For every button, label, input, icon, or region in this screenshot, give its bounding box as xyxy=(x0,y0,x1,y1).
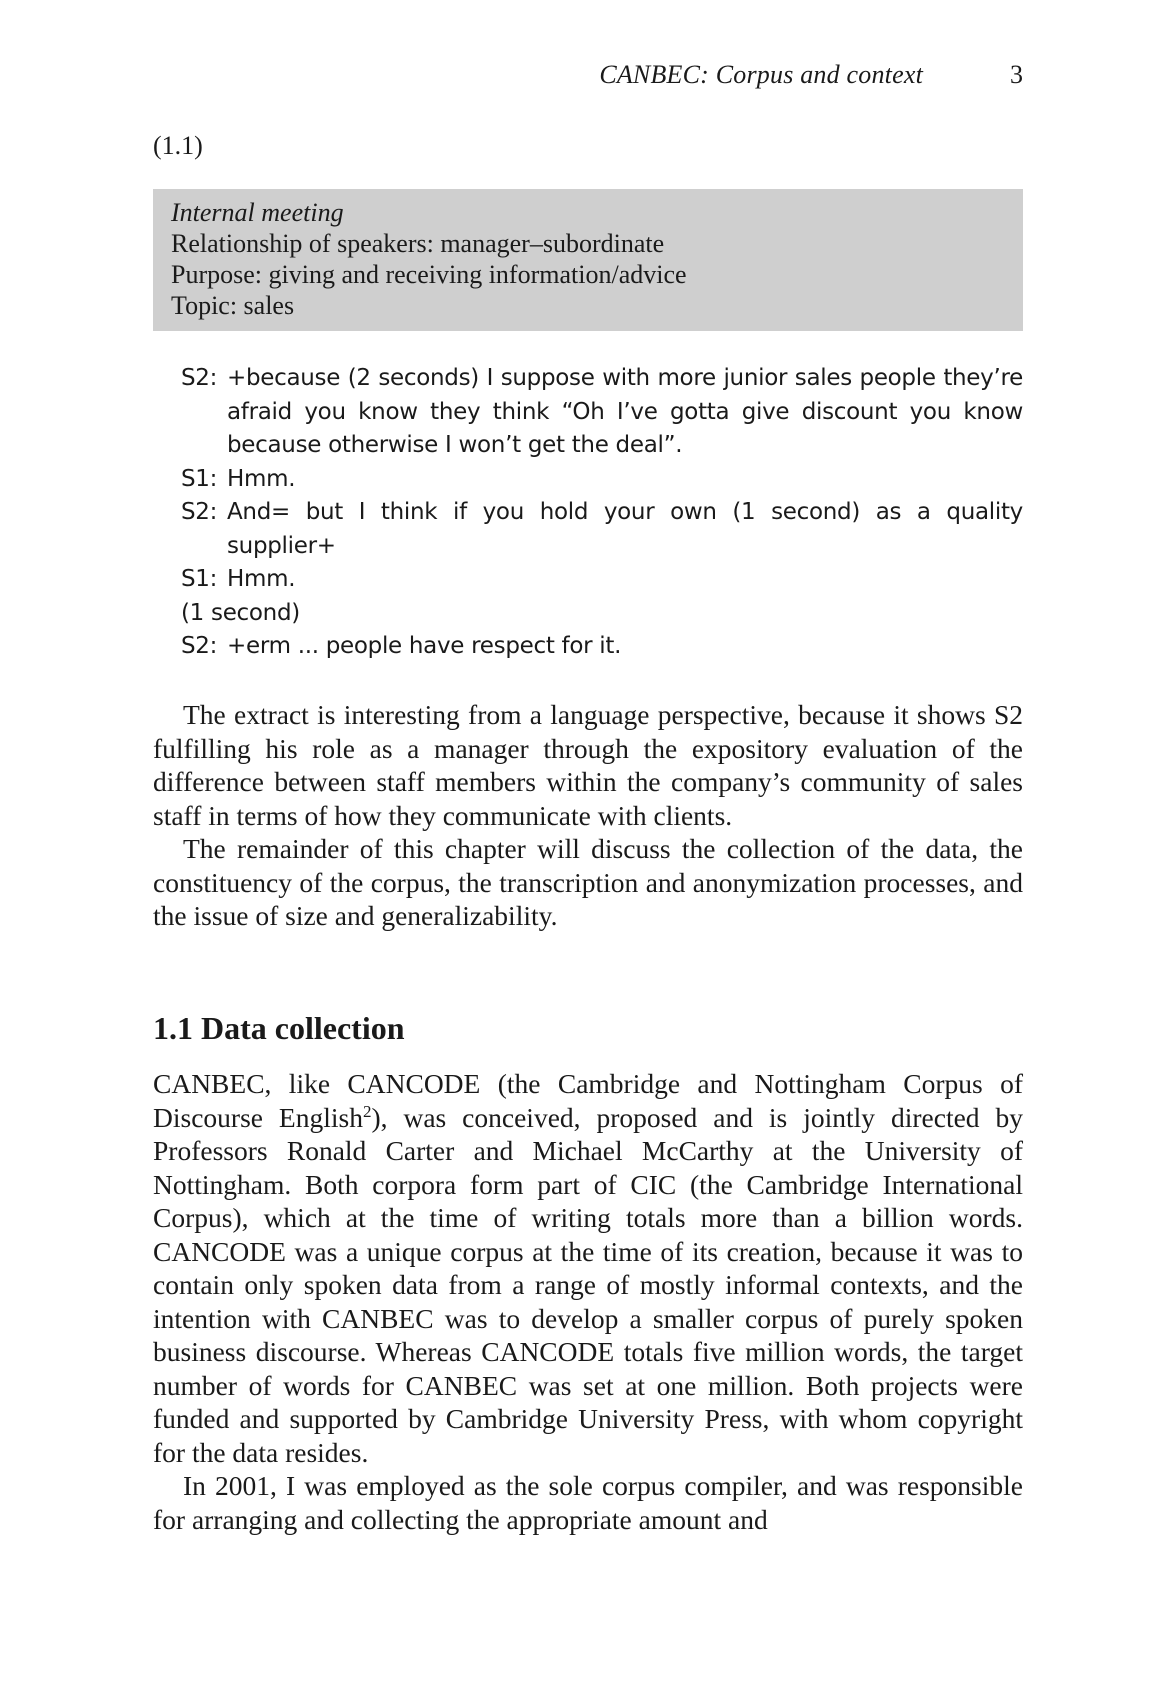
speaker-label: S1: xyxy=(181,566,218,592)
transcript xyxy=(181,362,1023,664)
section-heading: 1.1 Data collection xyxy=(153,1010,405,1046)
utterance: +because (2 seconds) I suppose with more junior sales people they’re afraid you know they think “Oh I’ve gotta give discount you know because otherwise I won’t get the deal”. xyxy=(227,365,1023,458)
context-type: Internal meeting xyxy=(171,198,344,227)
body-paragraph: The remainder of this chapter will discuss the collection of the data, the constituency of the corpus, the transcription and anonymization processes, and the issue of size and generalizability. xyxy=(153,833,1023,931)
body-text-block xyxy=(153,1067,1023,1536)
footnote-reference[interactable]: 2 xyxy=(362,1101,372,1121)
example-number: (1.1) xyxy=(153,131,203,160)
transcript-turn xyxy=(181,463,1023,497)
transcript-turn xyxy=(181,563,1023,597)
running-title: CANBEC: Corpus and context xyxy=(599,60,923,89)
utterance: +erm ... people have respect for it. xyxy=(227,633,622,659)
body-text-block xyxy=(153,698,1023,933)
book-page xyxy=(153,0,1023,1691)
utterance: And= but I think if you hold your own (1 second) as a quality supplier+ xyxy=(227,499,1023,559)
running-head xyxy=(153,60,1023,96)
body-paragraph: The extract is interesting from a language perspective, because it shows S2 fulfilling his role as a manager through the expository evaluation of the difference between staff members within the company’s community of sales staff in terms of how they communicate with clients. xyxy=(153,699,1023,831)
example-context-box xyxy=(153,189,1023,331)
utterance: Hmm. xyxy=(227,566,296,592)
transcript-turn xyxy=(181,362,1023,463)
body-paragraph: In 2001, I was employed as the sole corpus compiler, and was responsible for arranging and collecting the appropriate amount and xyxy=(153,1470,1023,1535)
context-relationship: Relationship of speakers: manager–subordinate xyxy=(171,229,665,258)
paragraph-text: ), was conceived, proposed and is jointly directed by Professors Ronald Carter and Michael McCarthy at the University of Nottingham. Both corpora form part of CIC (the Cambridge International Corpus), which at the time of writing totals more than a billion words. CANCODE was a unique corpus at the time of its creation, because it was to contain only spoken data from a range of mostly informal contexts, and the intention with CANBEC was to develop a smaller corpus of purely spoken business discourse. Whereas CANCODE totals five million words, the target number of words for CANBEC was set at one million. Both projects were funded and supported by Cambridge University Press, with whom copyright for the data resides. xyxy=(153,1101,1023,1468)
speaker-label: S2: xyxy=(181,499,218,525)
paragraph-text: CANBEC, like CANCODE (the Cambridge and Nottingham Corpus of Discourse English xyxy=(153,1068,1023,1133)
speaker-label: S2: xyxy=(181,633,218,659)
context-topic: Topic: sales xyxy=(171,291,295,320)
utterance: Hmm. xyxy=(227,465,296,492)
speaker-label: S1: xyxy=(181,465,218,492)
transcript-turn xyxy=(181,496,1023,563)
speaker-label: S2: xyxy=(181,365,218,391)
context-purpose: Purpose: giving and receiving information/advice xyxy=(171,260,687,289)
body-paragraph xyxy=(153,1067,1023,1469)
pause-annotation: (1 second) xyxy=(181,599,300,626)
transcript-turn xyxy=(181,630,1023,664)
page-number: 3 xyxy=(1010,60,1023,89)
